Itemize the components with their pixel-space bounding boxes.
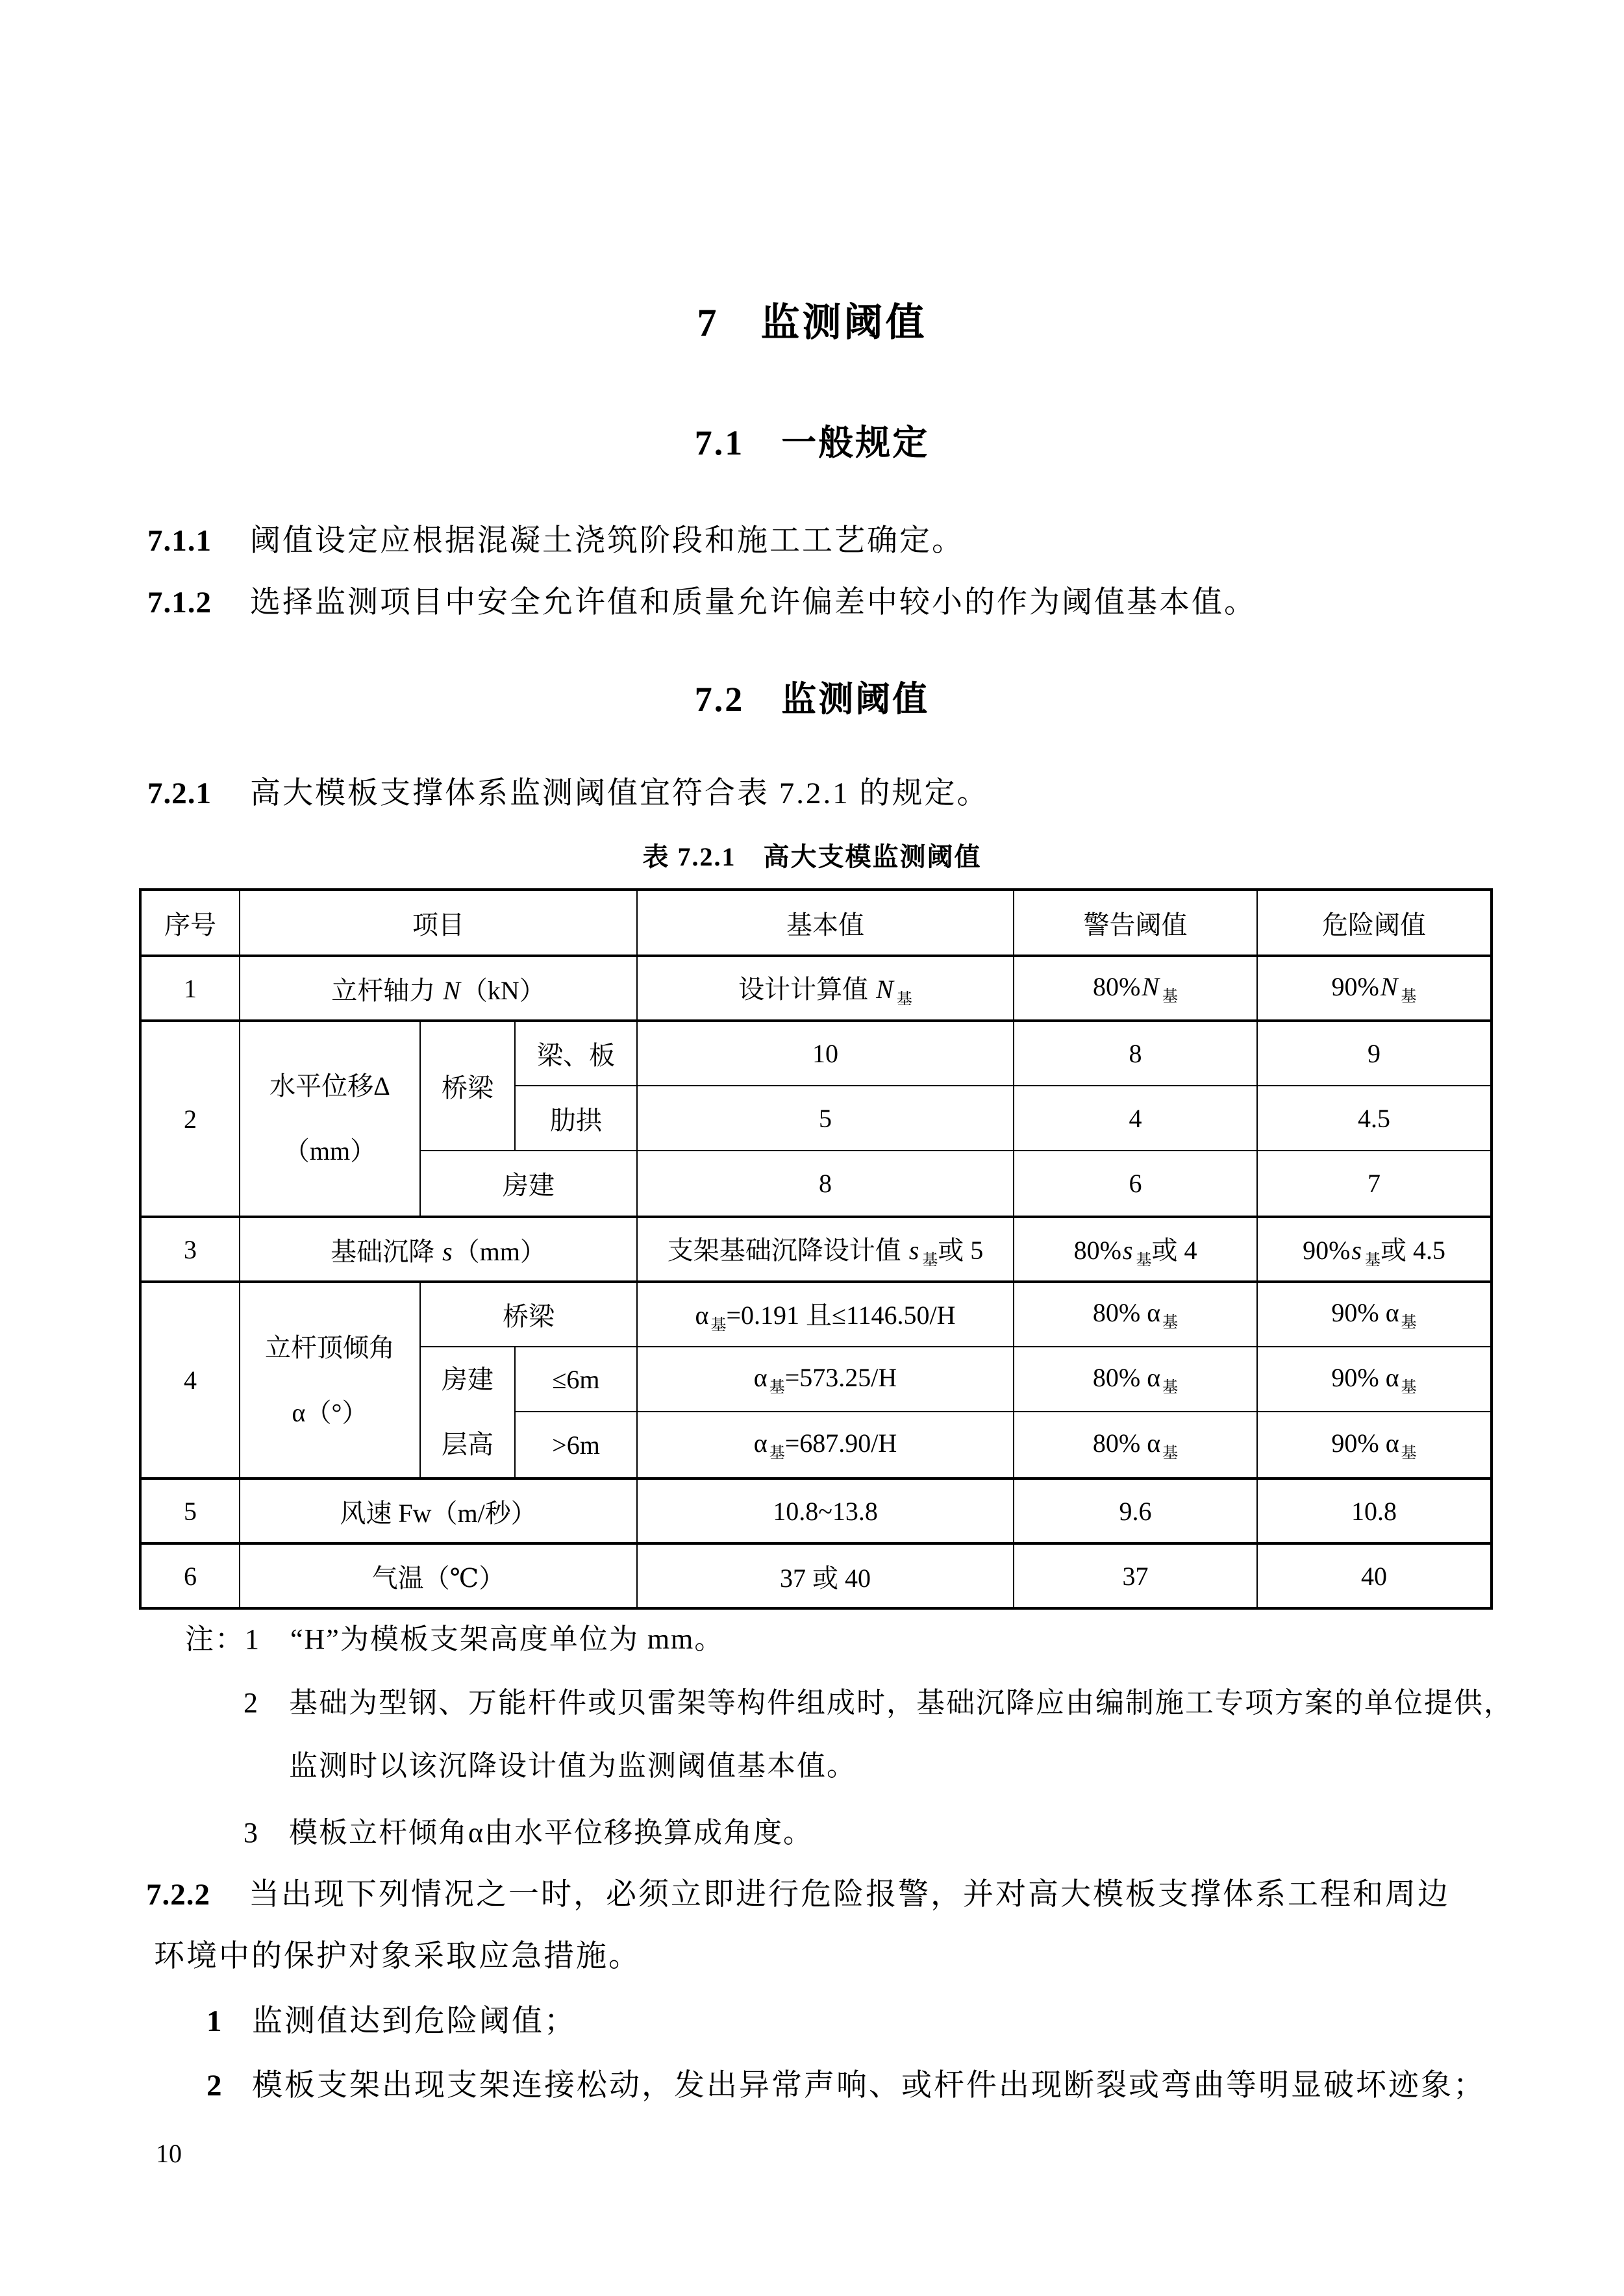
- cell-r2-beam-label: 梁、板: [515, 1021, 637, 1086]
- cell-r2-no: 2: [140, 1021, 240, 1217]
- cell-r4-item-line1: 立杆顶倾角: [265, 1332, 395, 1362]
- cell-r4-le6-label: ≤6m: [515, 1347, 637, 1412]
- table-row-3: [140, 1217, 1492, 1282]
- note-1-text: “H”为模板支架高度单位为 mm。: [290, 1623, 725, 1655]
- table-row-2-beam: [140, 1021, 1492, 1086]
- chapter-title: 7 监测阈值: [697, 301, 927, 344]
- cell-r4-bridge-warning: 80% α $_基$: [1014, 1282, 1257, 1347]
- cell-r4-gt6-danger: 90% α $_基$: [1257, 1412, 1492, 1479]
- cell-r3-basic: 支架基础沉降设计值 s $_基$或 5: [637, 1217, 1014, 1282]
- cell-r4-house-line2: 层高: [442, 1430, 493, 1459]
- cell-r2-item-line2: （mm）: [283, 1136, 377, 1166]
- cell-r2-bridge: 桥梁: [420, 1021, 515, 1151]
- cell-r2-house-danger: 7: [1257, 1151, 1492, 1217]
- table-note-2-line1: [244, 1686, 1514, 1721]
- cell-r4-le6-basic: α $_基$=573.25/H: [637, 1347, 1014, 1412]
- cell-r2-house-warning: 6: [1014, 1151, 1257, 1217]
- clause-7-2-2-number: 7.2.2: [146, 1878, 210, 1912]
- list-item-1: [206, 2003, 577, 2040]
- table-row-4-bridge: [140, 1282, 1492, 1347]
- cell-r2-beam-basic: 10: [637, 1021, 1014, 1086]
- cell-r6-danger: 40: [1257, 1543, 1492, 1608]
- cell-r4-gt6-warning: 80% α $_基$: [1014, 1412, 1257, 1479]
- cell-r6-basic: 37 或 40: [637, 1543, 1014, 1608]
- cell-r2-rib-basic: 5: [637, 1086, 1014, 1151]
- note-3-text: 模板立杆倾角α由水平位移换算成角度。: [289, 1817, 814, 1849]
- list-item-2: [206, 2067, 1486, 2104]
- cell-r6-no: 6: [140, 1543, 240, 1608]
- section-7-2-title: 7.2 监测阈值: [694, 680, 930, 719]
- cell-r4-item: [240, 1282, 420, 1479]
- cell-r2-beam-danger: 9: [1257, 1021, 1492, 1086]
- table-row-5: [140, 1479, 1492, 1543]
- cell-r4-bridge-label: 桥梁: [420, 1282, 637, 1347]
- list-item-2-number: 2: [206, 2069, 224, 2103]
- note-3-number: 3: [244, 1817, 259, 1849]
- header-item: 项目: [240, 890, 637, 956]
- cell-r3-item: 基础沉降 s（mm）: [240, 1217, 637, 1282]
- clause-7-2-1-number: 7.2.1: [147, 777, 212, 810]
- cell-r2-house-basic: 8: [637, 1151, 1014, 1217]
- threshold-table: [139, 888, 1493, 1610]
- cell-r4-house-label: [420, 1347, 515, 1479]
- table-caption: 表 7.2.1 高大支模监测阈值: [642, 842, 982, 871]
- clause-7-2-1: [147, 775, 990, 812]
- cell-r2-item-line1: 水平位移Δ: [269, 1071, 390, 1101]
- table-row-6: [140, 1543, 1492, 1608]
- header-no: 序号: [140, 890, 240, 956]
- cell-r4-gt6-label: >6m: [515, 1412, 637, 1479]
- clause-7-1-1: [147, 523, 964, 559]
- cell-r3-warning: 80%s $_基$或 4: [1014, 1217, 1257, 1282]
- cell-r4-gt6-basic: α $_基$=687.90/H: [637, 1412, 1014, 1479]
- cell-r4-le6-warning: 80% α $_基$: [1014, 1347, 1257, 1412]
- clause-7-2-2-line1: [146, 1877, 1450, 1913]
- note-2-text-line1: 基础为型钢、万能杆件或贝雷架等构件组成时，基础沉降应由编制施工专项方案的单位提供，: [289, 1687, 1514, 1719]
- cell-r4-bridge-danger: 90% α $_基$: [1257, 1282, 1492, 1347]
- table-note-3: [244, 1816, 813, 1851]
- cell-r6-warning: 37: [1014, 1543, 1257, 1608]
- clause-7-2-2-text-line2: 环境中的保护对象采取应急措施。: [154, 1940, 641, 1973]
- notes-label: 注：: [185, 1623, 245, 1655]
- list-item-1-text: 监测值达到危险阈值；: [252, 2004, 577, 2038]
- clause-7-2-1-text: 高大模板支撑体系监测阈值宜符合表 7.2.1 的规定。: [250, 777, 990, 810]
- section-7-1-title: 7.1 一般规定: [694, 423, 930, 462]
- cell-r6-item: 气温（℃）: [240, 1543, 637, 1608]
- cell-r3-danger: 90%s $_基$或 4.5: [1257, 1217, 1492, 1282]
- cell-r4-bridge-basic: α $_基$=0.191 且≤1146.50/H: [637, 1282, 1014, 1347]
- cell-r4-item-line2: α（°）: [292, 1397, 368, 1427]
- list-item-1-number: 1: [206, 2004, 224, 2038]
- cell-r2-house-label: 房建: [420, 1151, 637, 1217]
- list-item-2-text: 模板支架出现支架连接松动，发出异常声响、或杆件出现断裂或弯曲等明显破坏迹象；: [252, 2069, 1486, 2103]
- note-2-number: 2: [244, 1687, 259, 1719]
- cell-r2-rib-warning: 4: [1014, 1086, 1257, 1151]
- cell-r2-rib-label: 肋拱: [515, 1086, 637, 1151]
- table-note-1: [185, 1623, 724, 1657]
- table-header-row: [140, 890, 1492, 956]
- page-number: 10: [156, 2139, 182, 2168]
- clause-7-1-2: [147, 584, 1256, 621]
- cell-r1-warning: 80%N $_基$: [1014, 956, 1257, 1021]
- cell-r2-item: [240, 1021, 420, 1217]
- clause-7-1-1-text: 阈值设定应根据混凝土浇筑阶段和施工工艺确定。: [250, 524, 964, 558]
- clause-7-1-1-number: 7.1.1: [147, 524, 212, 558]
- cell-r2-beam-warning: 8: [1014, 1021, 1257, 1086]
- cell-r5-item: 风速 Fw（m/秒）: [240, 1479, 637, 1543]
- cell-r1-basic: 设计计算值 N $_基$: [637, 956, 1014, 1021]
- clause-7-1-2-number: 7.1.2: [147, 586, 212, 619]
- cell-r3-no: 3: [140, 1217, 240, 1282]
- cell-r5-basic: 10.8~13.8: [637, 1479, 1014, 1543]
- header-basic: 基本值: [637, 890, 1014, 956]
- clause-7-2-2-line2: [154, 1938, 641, 1975]
- table-note-2-line2: [289, 1749, 856, 1784]
- cell-r1-danger: 90%N $_基$: [1257, 956, 1492, 1021]
- cell-r1-no: 1: [140, 956, 240, 1021]
- clause-7-2-2-text-line1: 当出现下列情况之一时，必须立即进行危险报警，并对高大模板支撑体系工程和周边: [249, 1878, 1450, 1912]
- note-2-text-line2: 监测时以该沉降设计值为监测阈值基本值。: [289, 1750, 856, 1782]
- cell-r5-danger: 10.8: [1257, 1479, 1492, 1543]
- cell-r4-le6-danger: 90% α $_基$: [1257, 1347, 1492, 1412]
- cell-r4-house-line1: 房建: [442, 1365, 493, 1394]
- note-1-number: 1: [245, 1623, 260, 1655]
- cell-r5-warning: 9.6: [1014, 1479, 1257, 1543]
- header-danger: 危险阈值: [1257, 890, 1492, 956]
- cell-r2-rib-danger: 4.5: [1257, 1086, 1492, 1151]
- header-warning: 警告阈值: [1014, 890, 1257, 956]
- clause-7-1-2-text: 选择监测项目中安全允许值和质量允许偏差中较小的作为阈值基本值。: [250, 586, 1256, 619]
- table-row-1: [140, 956, 1492, 1021]
- cell-r5-no: 5: [140, 1479, 240, 1543]
- cell-r1-item: 立杆轴力 N（kN）: [240, 956, 637, 1021]
- cell-r4-no: 4: [140, 1282, 240, 1479]
